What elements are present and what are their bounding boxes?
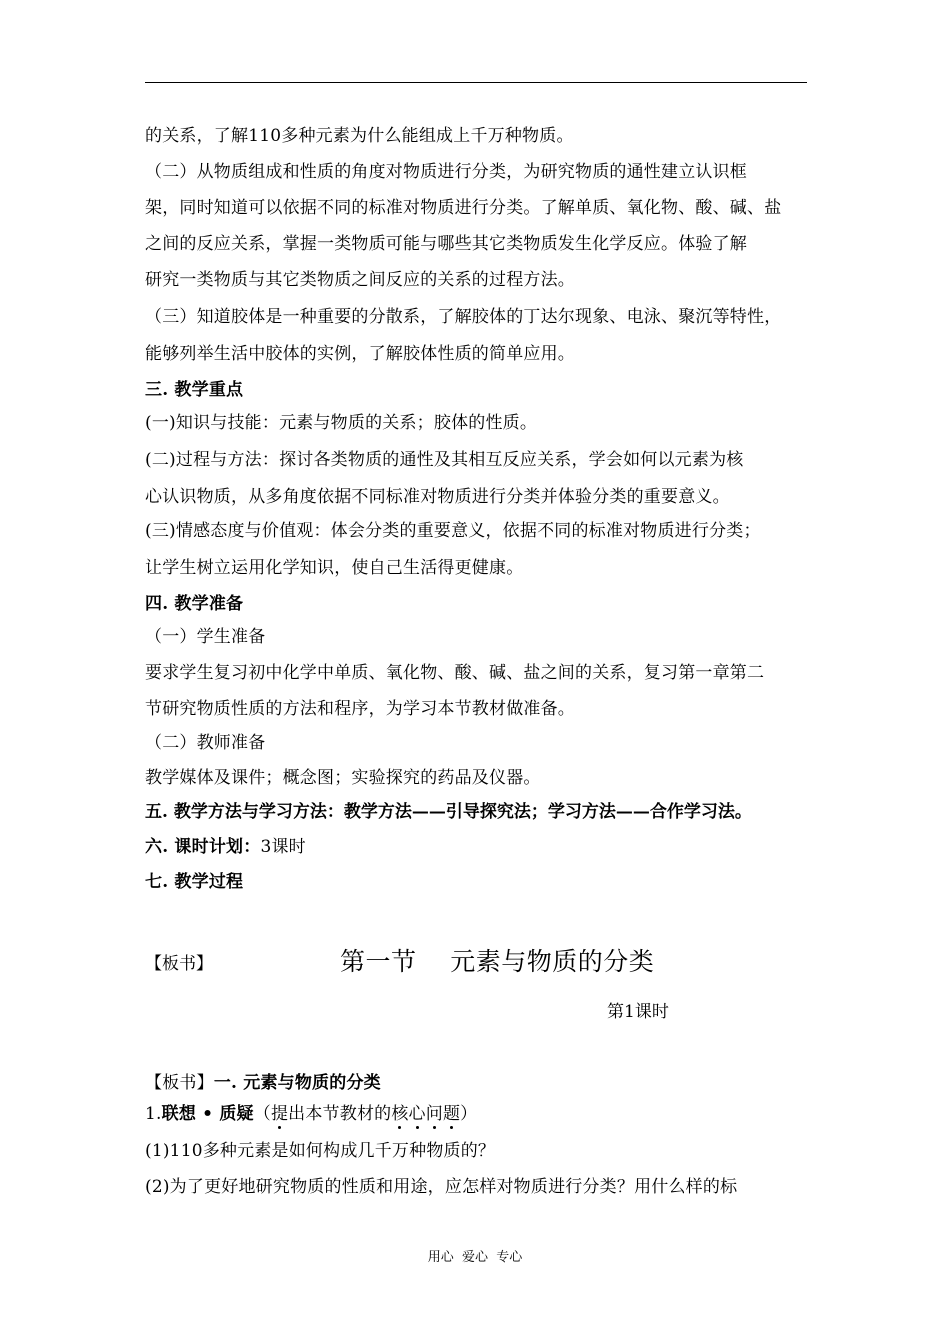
section-heading-4: 四. 教学准备 (145, 594, 244, 614)
banshu-section-tag: 【板书】 (145, 1073, 214, 1093)
paragraph-line: 能够列举生活中胶体的实例，了解胶体性质的简单应用。 (145, 344, 575, 364)
question-1: (1)110多种元素是如何构成几千万种物质的？ (145, 1141, 496, 1161)
lianxiang-line (145, 1104, 477, 1124)
banshu-section-title: 一. 元素与物质的分类 (213, 1073, 381, 1093)
paragraph-line: （二）教师准备 (145, 733, 266, 753)
paragraph-line: 的关系，了解110多种元素为什么能组成上千万种物质。 (145, 126, 574, 146)
banshu-tag: 【板书】 (145, 954, 213, 974)
paragraph-line: 节研究物质性质的方法和程序，为学习本节教材做准备。 (145, 699, 575, 719)
paragraph-line: （一）学生准备 (145, 627, 266, 647)
header-rule (145, 82, 807, 83)
lianxiang-open: （ (253, 1104, 271, 1124)
paragraph-line: （三）知道胶体是一种重要的分散系，了解胶体的丁达尔现象、电泳、聚沉等特性， (145, 307, 782, 327)
paragraph-line: 让学生树立运用化学知识，使自己生活得更健康。 (145, 558, 524, 578)
lianxiang-close: ） (460, 1104, 478, 1124)
paragraph-line: 之间的反应关系，掌握一类物质可能与哪些其它类物质发生化学反应。体验了解 (145, 234, 747, 254)
emphasis-char: 心 (408, 1104, 426, 1124)
paragraph-line: (三)情感态度与价值观：体会分类的重要意义，依据不同的标准对物质进行分类； (145, 521, 761, 541)
emphasis-char: 题 (442, 1104, 461, 1124)
paragraph-line: （二）从物质组成和性质的角度对物质进行分类，为研究物质的通性建立认识框 (145, 162, 747, 182)
paragraph-line: 架，同时知道可以依据不同的标准对物质进行分类。了解单质、氧化物、酸、碱、盐 (145, 198, 782, 218)
paragraph-line: 教学媒体及课件；概念图；实验探究的药品及仪器。 (145, 768, 541, 788)
lianxiang-prefix: 1. (145, 1104, 162, 1124)
heading-6-label: 六. 课时计划： (145, 837, 261, 857)
banshu-section (145, 1073, 381, 1093)
paragraph-line: 心认识物质，从多角度依据不同标准对物质进行分类并体验分类的重要意义。 (145, 487, 730, 507)
paragraph-line: (一)知识与技能：元素与物质的关系；胶体的性质。 (145, 413, 538, 433)
emphasis-char: 问 (425, 1104, 443, 1124)
paragraph-line: 要求学生复习初中化学中单质、氧化物、酸、碱、盐之间的关系，复习第一章第二 (145, 663, 765, 683)
section-heading-6 (145, 837, 306, 857)
lianxiang-title: 联想 • 质疑 (161, 1104, 254, 1124)
section-heading-3: 三. 教学重点 (145, 380, 244, 400)
section-heading-7: 七. 教学过程 (145, 872, 244, 892)
emphasis-char: 提 (270, 1104, 289, 1124)
lianxiang-text: 出本节教材的 (288, 1104, 392, 1124)
lesson-number: 第1课时 (607, 1002, 669, 1022)
emphasis-char: 核 (391, 1104, 409, 1124)
paragraph-line: 研究一类物质与其它类物质之间反应的关系的过程方法。 (145, 270, 575, 290)
question-2: (2)为了更好地研究物质的性质和用途，应怎样对物质进行分类？用什么样的标 (145, 1177, 738, 1197)
section-title: 第一节 元素与物质的分类 (340, 947, 655, 976)
page-footer: 用心 爱心 专心 (427, 1250, 523, 1265)
heading-6-value: 3课时 (260, 837, 306, 857)
section-heading-5: 五. 教学方法与学习方法：教学方法——引导探究法；学习方法——合作学习法。 (145, 802, 752, 822)
paragraph-line: (二)过程与方法：探讨各类物质的通性及其相互反应关系，学会如何以元素为核 (145, 450, 744, 470)
